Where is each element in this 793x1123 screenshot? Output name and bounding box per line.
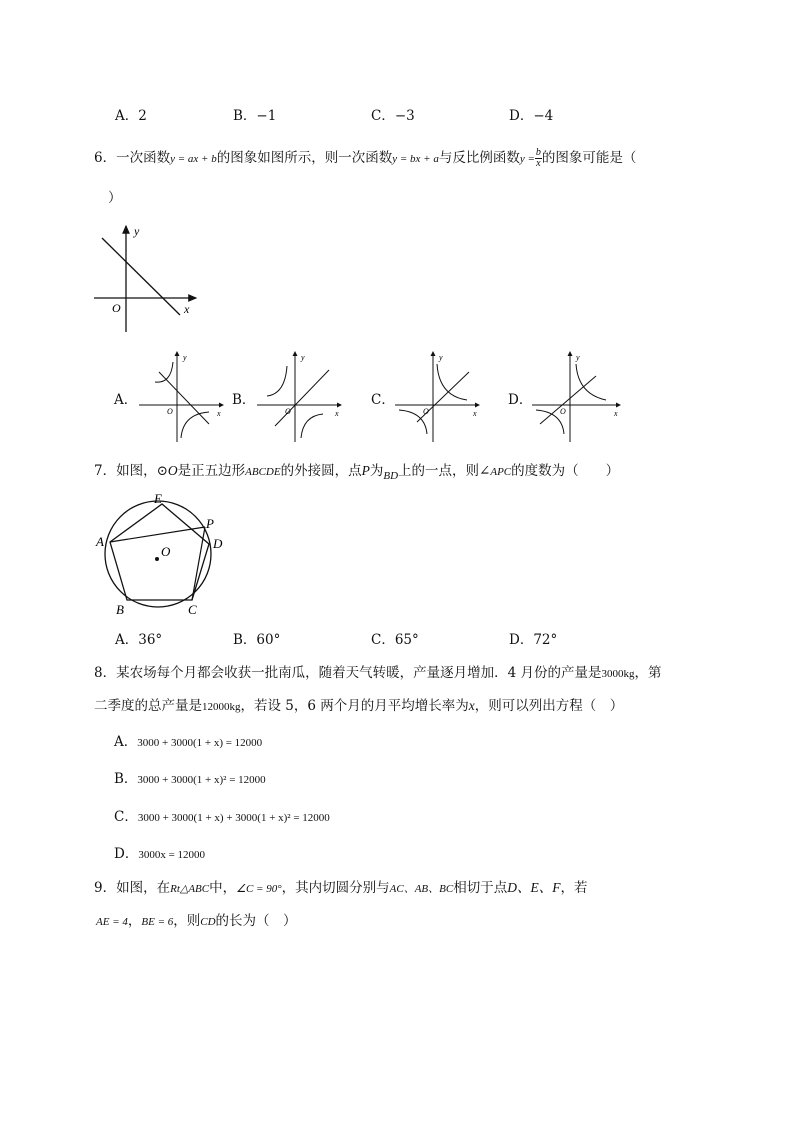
q7-arc-label: BD (383, 470, 399, 482)
q6-graph-d (530, 350, 625, 445)
q8-number: 8． (94, 665, 117, 681)
y-label: y (134, 224, 140, 238)
q9-line1: 9．如图，在Rt△ABC中，∠C = 90°，其内切圆分别与AC、AB、BC相切于点D、E、F，若 (94, 880, 588, 896)
svg-text:O: O (167, 407, 173, 416)
q6-expr3: y = (519, 153, 535, 165)
svg-text:P: P (206, 516, 214, 531)
q6-fraction: $\frac{b}{x}$ (535, 147, 541, 169)
q7-option-c[interactable]: C．65° (371, 632, 419, 648)
svg-text:x: x (335, 409, 339, 418)
svg-text:x: x (217, 409, 221, 418)
q6-expr1: y = ax + b (170, 153, 217, 165)
q6-option-c[interactable]: C． (371, 392, 395, 408)
q7-number: 7． (94, 463, 117, 479)
q6-option-a[interactable]: A． (114, 392, 138, 408)
q7-option-b[interactable]: B．60° (233, 632, 281, 648)
center-point (155, 557, 159, 561)
q6-graph-a (137, 350, 227, 445)
svg-text:C: C (188, 602, 197, 617)
q7-figure (94, 488, 229, 623)
q7-stem: 7．如图，⊙O是正五边形ABCDE的外接圆，点P为$_{BD}$上的一点，则∠APC的度数为（ ） (94, 463, 620, 482)
svg-text:D: D (213, 536, 223, 551)
segment-ap (110, 527, 205, 542)
q6-stem: 6．一次函数y = ax + b的图象如图所示，则一次函数y = bx + a与反比例函数y = $\frac{b}{x}$ 的图象可能是（ (94, 147, 637, 169)
q8-option-c[interactable]: C．3000 + 3000(1 + x) + 3000(1 + x)² = 12000 (114, 809, 330, 825)
q8-option-a[interactable]: A．3000 + 3000(1 + x) = 12000 (114, 734, 263, 750)
svg-text:E: E (154, 491, 162, 506)
q5-option-a[interactable]: A．2 (115, 108, 147, 124)
q5-option-d[interactable]: D．−4 (509, 108, 554, 124)
svg-text:y: y (301, 353, 305, 362)
svg-text:O: O (161, 544, 171, 559)
q5-option-b[interactable]: B．−1 (233, 108, 277, 124)
svg-text:O: O (423, 407, 429, 416)
svg-text:y: y (576, 353, 580, 362)
q6-graph-c (393, 350, 483, 445)
q6-expr2: y = bx + a (392, 153, 439, 165)
q9-line2: AE = 4，BE = 6，则CD的长为（ ） (96, 913, 297, 929)
q9-number: 9． (94, 880, 117, 896)
svg-text:O: O (285, 407, 291, 416)
svg-text:O: O (560, 407, 566, 416)
svg-text:x: x (614, 409, 618, 418)
q8-option-d[interactable]: D．3000x = 12000 (114, 846, 206, 862)
q6-option-d[interactable]: D． (508, 392, 533, 408)
q6-number: 6． (94, 150, 117, 166)
q6-option-b[interactable]: B． (232, 392, 256, 408)
origin-label: O (112, 301, 121, 315)
q8-option-b[interactable]: B．3000 + 3000(1 + x)² = 12000 (114, 771, 266, 787)
svg-text:A: A (96, 534, 104, 549)
svg-text:B: B (116, 602, 124, 617)
q7-option-d[interactable]: D．72° (509, 632, 558, 648)
q6-graph-b (255, 350, 345, 445)
q8-line1: 8．某农场每个月都会收获一批南瓜，随着天气转暖，产量逐月增加．4 月份的产量是3000kg，第 (94, 665, 662, 681)
svg-text:y: y (183, 353, 187, 362)
q5-option-c[interactable]: C．−3 (371, 108, 415, 124)
x-label: x (184, 302, 190, 316)
q6-main-graph (90, 222, 205, 337)
svg-text:y: y (439, 353, 443, 362)
svg-text:x: x (473, 409, 477, 418)
q8-line2: 二季度的总产量是12000kg，若设 5，6 两个月的月平均增长率为x，则可以列出方程（ ） (94, 698, 624, 714)
q6-close-paren: ） (108, 190, 122, 206)
q7-option-a[interactable]: A．36° (115, 632, 163, 648)
